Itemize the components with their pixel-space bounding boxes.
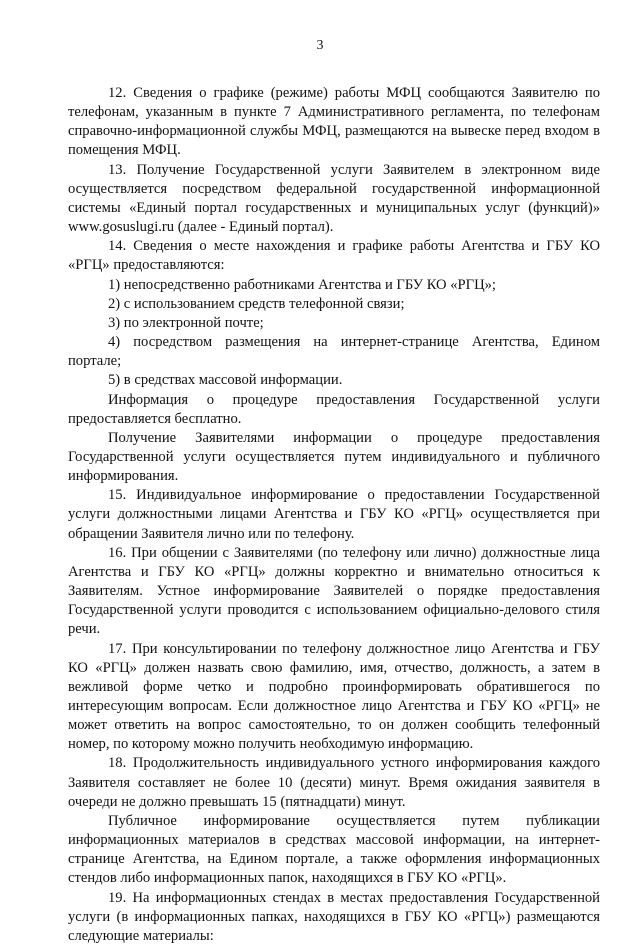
list-item-2: 2) с использованием средств телефонной связи; bbox=[108, 295, 405, 312]
paragraph-15: 15. Индивидуальное информирование о предоставлении Государственной услуги должностными лицами Агентства и ГБУ КО «РГЦ» осуществляется при обращении Заявителя лично или по телефону. bbox=[68, 487, 600, 542]
paragraph-public-info: Публичное информирование осуществляется путем публикации информационных материалов в средствах массовой информации, на интернет-странице Агентства, на Едином портале, а также оформления информационных стендов либо информационных папок, находящихся в ГБУ КО «РГЦ». bbox=[68, 812, 600, 887]
paragraph-13: 13. Получение Государственной услуги Заявителем в электронном виде осуществляется посредством федеральной государственной информационной системы «Единый портал государственных и муниципальных услуг (функций)» www.gosuslugi.ru (далее - Единый портал). bbox=[68, 161, 600, 236]
paragraph-12: 12. Сведения о графике (режиме) работы МФЦ сообщаются Заявителю по телефонам, указанным в пункте 7 Административного регламента, по телефонам справочно-информационной службы МФЦ, размещаются на вывеске перед входом в помещения МФЦ. bbox=[68, 85, 600, 159]
document-body bbox=[68, 84, 600, 946]
paragraph-14: 14. Сведения о месте нахождения и графике работы Агентства и ГБУ КО «РГЦ» предоставляются: bbox=[68, 238, 600, 274]
list-item-4: 4) посредством размещения на интернет-странице Агентства, Едином портале; bbox=[68, 334, 600, 370]
page-number: 3 bbox=[316, 38, 324, 53]
paragraph-17: 17. При консультировании по телефону должностное лицо Агентства и ГБУ КО «РГЦ» должен назвать свою фамилию, имя, отчество, должность, а затем в вежливой форме четко и подробно проинформировать обратившегося по интересующим вопросам. Если должностное лицо Агентства и ГБУ КО «РГЦ» не может ответить на вопрос самостоятельно, то он должен сообщить телефонный номер, по которому можно получить необходимую информацию. bbox=[68, 640, 600, 753]
list-item-5: 5) в средствах массовой информации. bbox=[108, 372, 343, 389]
paragraph-19: 19. На информационных стендах в местах предоставления Государственной услуги (в информационных папках, находящихся в ГБУ КО «РГЦ») размещаются следующие материалы: bbox=[68, 889, 600, 944]
paragraph-info-free: Информация о процедуре предоставления Государственной услуги предоставляется бесплатно. bbox=[68, 391, 600, 427]
paragraph-info-methods: Получение Заявителями информации о процедуре предоставления Государственной услуги осуществляется путем индивидуального и публичного информирования. bbox=[68, 429, 600, 485]
paragraph-18: 18. Продолжительность индивидуального устного информирования каждого Заявителя составляет не более 10 (десяти) минут. Время ожидания заявителя в очереди не должно превышать 15 (пятнадцати) минут. bbox=[68, 755, 600, 810]
list-item-3: 3) по электронной почте; bbox=[108, 314, 264, 331]
list-item-1: 1) непосредственно работниками Агентства и ГБУ КО «РГЦ»; bbox=[108, 276, 496, 293]
paragraph-16: 16. При общении с Заявителями (по телефону или лично) должностные лица Агентства и ГБУ КО «РГЦ» должны корректно и внимательно относиться к Заявителям. Устное информирование Заявителей о порядке предоставления Государственной услуги проводится с использованием официально-делового стиля речи. bbox=[68, 544, 600, 638]
